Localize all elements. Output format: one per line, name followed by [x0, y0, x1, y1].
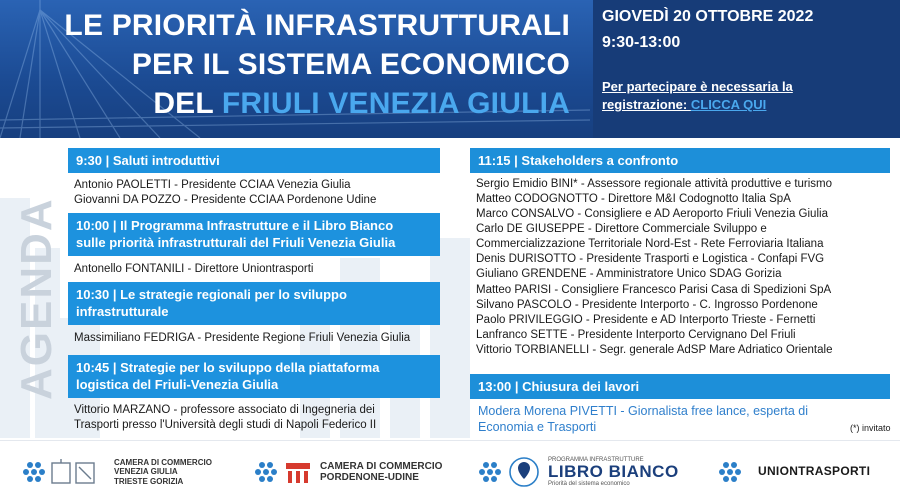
- title-line-3: [64, 84, 570, 123]
- logo3-small: PROGRAMMA INFRASTRUTTURE: [548, 457, 644, 463]
- logo1-line3: TRIESTE GORIZIA: [114, 476, 184, 486]
- stakeholder-de-giuseppe-line1: Carlo DE GIUSEPPE - Direttore Commerciale Sviluppo e: [476, 223, 767, 235]
- agenda-bar-1300: 13:00 | Chiusura dei lavori: [470, 374, 890, 399]
- agenda-bar-1000-line1: 10:00 | Il Programma Infrastrutture e il Libro Bianco: [76, 218, 394, 233]
- speaker-da-pozzo: Giovanni DA POZZO - Presidente CCIAA Pordenone Udine: [74, 194, 377, 206]
- stakeholder-parisi: Matteo PARISI - Consigliere Francesco Parisi Casa di Spedizioni SpA: [476, 284, 832, 296]
- logo-libro-bianco: [476, 455, 679, 489]
- invited-note: (*) invitato: [850, 423, 891, 433]
- event-time: 9:30-13:00: [602, 34, 681, 51]
- agenda-bar-1030-line2: infrastrutturale: [76, 304, 169, 319]
- uniontrasporti-emblem-icon: [714, 455, 750, 489]
- speaker-marzano-line2: Trasporti presso l'Università degli studi di Napoli Federico II: [74, 419, 377, 431]
- logo4-text: UNIONTRASPORTI: [758, 464, 871, 479]
- header-banner: [0, 0, 900, 138]
- agenda-bar-1030-line1: 10:30 | Le strategie regionali per lo sviluppo: [76, 287, 347, 302]
- logo3-sub: Priorità del sistema economico: [548, 481, 630, 487]
- logo-uniontrasporti: [714, 455, 870, 489]
- footer-logos: [0, 440, 900, 499]
- ccia-venezia-giulia-emblem-icon: [18, 455, 108, 489]
- logo2-line1: CAMERA DI COMMERCIO: [320, 461, 443, 472]
- logo1-line2: VENEZIA GIULIA: [114, 467, 178, 477]
- agenda-bar-1045: [68, 355, 440, 398]
- logo1-line1: CAMERA DI COMMERCIO: [114, 457, 212, 467]
- agenda-bar-1000-line2: sulle priorità infrastrutturali del Friuli Venezia Giulia: [76, 235, 396, 250]
- agenda-bar-1000: [68, 213, 440, 256]
- moderator-line1: Modera Morena PIVETTI - Giornalista free lance, esperta di: [478, 404, 809, 418]
- stakeholder-grendene: Giuliano GRENDENE - Amministratore Unico SDAG Gorizia: [476, 268, 782, 280]
- title-line-3-prefix: DEL: [153, 87, 222, 120]
- agenda-bar-1045-line1: 10:45 | Strategie per lo sviluppo della piattaforma: [76, 360, 380, 375]
- registration-note: [602, 78, 862, 114]
- speaker-marzano-line1: Vittorio MARZANO - professore associato di Ingegneria dei: [74, 404, 375, 416]
- stakeholder-privileggio: Paolo PRIVILEGGIO - Presidente e AD Interporto Trieste - Fernetti: [476, 314, 816, 326]
- registration-link[interactable]: CLICCA QUI: [690, 97, 767, 112]
- stakeholder-pascolo: Silvano PASCOLO - Presidente Interporto - C. Ingrosso Pordenone: [476, 299, 818, 311]
- agenda-side-label: AGENDA: [12, 197, 61, 400]
- stakeholder-sette: Lanfranco SETTE - Presidente Interporto Cervignano Del Friuli: [476, 329, 796, 341]
- libro-bianco-emblem-icon: [476, 455, 542, 489]
- event-date: GIOVEDÌ 20 OTTOBRE 2022: [602, 8, 814, 25]
- registration-text: Per partecipare è necessaria la registrazione:: [602, 79, 793, 112]
- title-region-highlight: FRIULI VENEZIA GIULIA: [221, 87, 570, 120]
- stakeholder-consalvo: Marco CONSALVO - Consigliere e AD Aeroporto Friuli Venezia Giulia: [476, 208, 828, 220]
- logo-ccia-pordenone-udine: [252, 455, 442, 489]
- logo2-line2: PORDENONE-UDINE: [320, 472, 419, 483]
- title-line-2: PER IL SISTEMA ECONOMICO: [131, 48, 570, 81]
- moderator-text: [478, 403, 808, 435]
- logo3-main: LIBRO BIANCO: [548, 462, 679, 481]
- title-line-1: LE PRIORITÀ INFRASTRUTTURALI: [64, 9, 570, 42]
- stakeholder-durisotto: Denis DURISOTTO - Presidente Trasporti e Logistica - Confapi FVG: [476, 253, 825, 265]
- speaker-fedriga: Massimiliano FEDRIGA - Presidente Regione Friuli Venezia Giulia: [74, 332, 411, 344]
- moderator-line2: Economia e Trasporti: [478, 420, 597, 434]
- agenda-bar-1115: 11:15 | Stakeholders a confronto: [470, 148, 890, 173]
- agenda-bar-1045-line2: logistica del Friuli-Venezia Giulia: [76, 377, 279, 392]
- speaker-paoletti: Antonio PAOLETTI - Presidente CCIAA Venezia Giulia: [74, 179, 351, 191]
- speaker-fontanili: Antonello FONTANILI - Direttore Uniontrasporti: [74, 263, 314, 275]
- stakeholder-bini: Sergio Emidio BINI* - Assessore regionale attività produttive e turismo: [476, 178, 833, 190]
- agenda-bar-0930: 9:30 | Saluti introduttivi: [68, 148, 440, 173]
- stakeholder-de-giuseppe-line2: Commercializzazione Territoriale Nord-Est - Rete Ferroviaria Italiana: [476, 238, 824, 250]
- event-title: [64, 6, 570, 123]
- agenda-bar-1030: [68, 282, 440, 325]
- stakeholder-codognotto: Matteo CODOGNOTTO - Direttore M&I Codognotto Italia SpA: [476, 193, 791, 205]
- logo-ccia-venezia-giulia: [18, 455, 212, 489]
- ccia-pordenone-udine-emblem-icon: [252, 455, 314, 489]
- stakeholder-torbianelli: Vittorio TORBIANELLI - Segr. generale AdSP Mare Adriatico Orientale: [476, 344, 833, 356]
